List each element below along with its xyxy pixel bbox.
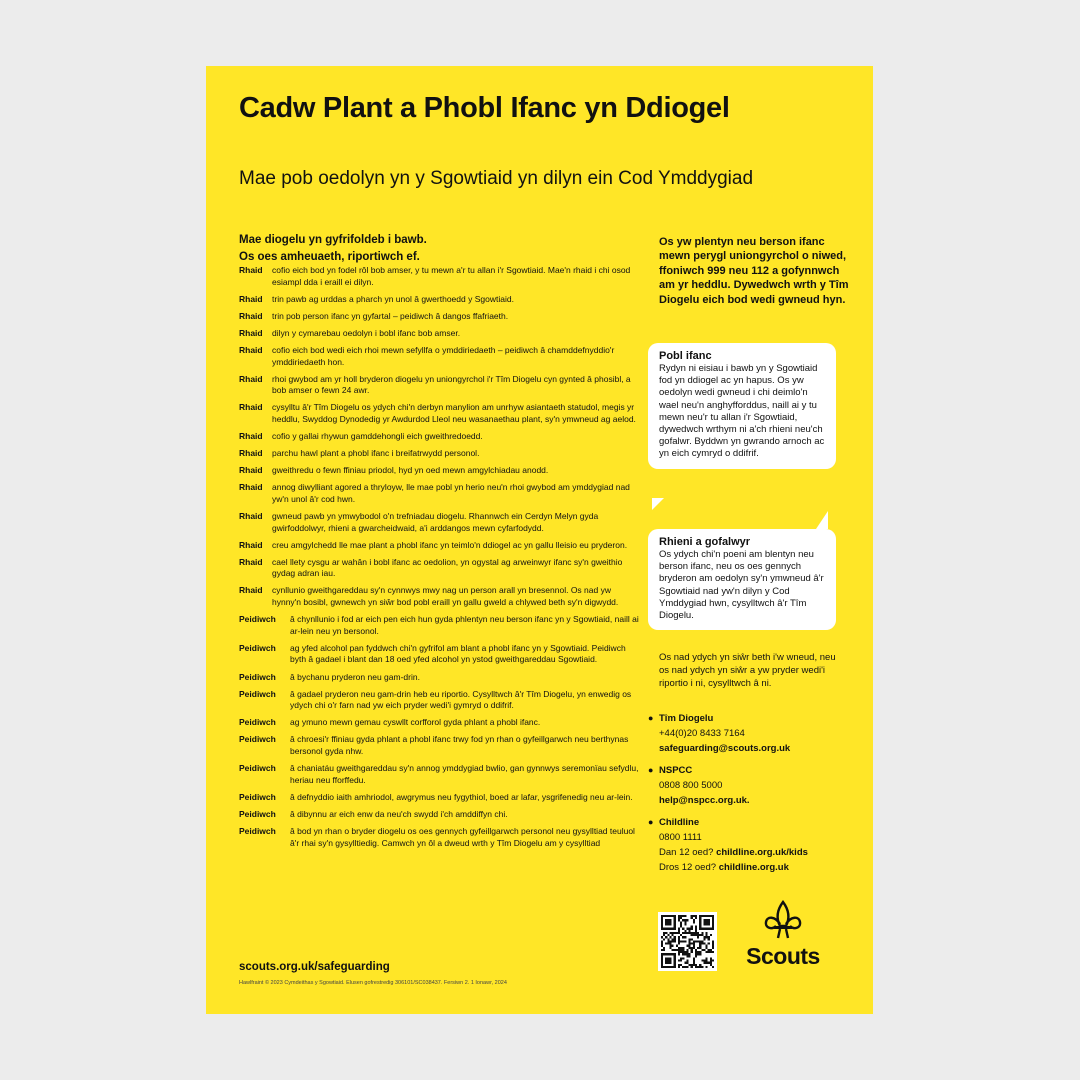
contact-safeguarding-team [648,711,838,756]
rule-keyword: Peidiwch [239,688,276,699]
rule-text: cysylltu â'r Tîm Diogelu os ydych chi'n derbyn manylion am unrhyw asiantaeth statudol, megis yr heddlu, Swyddog Dynodedig yr Awdurdod Lleol neu wasanaethau plant, sy'n ymwneud ag aelod. [272,402,636,424]
contact-phone[interactable]: 0808 800 5000 [659,780,723,791]
conduct-rule [239,482,639,505]
rule-text: cael llety cysgu ar wahân i bobl ifanc ac oedolion, yn ogystal ag arweinwyr ifanc sy'n gweithio gydag adran iau. [272,556,623,579]
lead-line-1: Mae diogelu yn gyfrifoldeb i bawb. [239,234,427,246]
rule-keyword: Peidiwch [239,808,276,819]
conduct-rule [239,826,639,849]
contact-phone[interactable]: 0800 1111 [659,832,702,843]
qr-code-icon[interactable] [658,912,717,971]
rule-keyword: Rhaid [239,402,263,413]
conduct-rule [239,431,639,443]
conduct-rule [239,809,639,821]
conduct-rule [239,614,639,637]
parents-bubble [648,529,836,630]
contact-email[interactable]: safeguarding@scouts.org.uk [659,743,791,754]
speech-tail [652,498,664,510]
conduct-rule [239,763,639,786]
rule-text: cofio eich bod wedi eich rhoi mewn sefyllfa o ymddiriedaeth – peidiwch â chamddefnyddio'r ymddiriedaeth hon. [272,344,615,367]
parents-text: Os ydych chi'n poeni am blentyn neu berson ifanc, neu os oes gennych bryderon am oedolyn sy'n ymwneud â'r Sgowtiaid nad yw'n dilyn y Cod Ymddygiad hwn, cysylltwch â'r Tîm Diogelu. [659,549,824,622]
bullet-icon: ● [648,817,654,827]
conduct-rule [239,540,639,552]
rule-keyword: Peidiwch [239,734,276,745]
over-12-label: Dros 12 oed? [659,862,717,873]
rule-text: rhoi gwybod am yr holl bryderon diogelu yn uniongyrchol i'r Tîm Diogelu cyn gynted â phosibl, a bob amser o fewn 24 awr. [272,373,631,396]
contact-nspcc [648,763,838,808]
young-people-heading: Pobl ifanc [659,350,712,362]
rule-text: trin pawb ag urddas a pharch yn unol â gwerthoedd y Sgowtiaid. [272,293,514,304]
copyright-text: Hawlfraint © 2023 Cymdeithas y Sgowtiaid. Elusen gofrestredig 306101/SC038437. Fersiwn 2. 1 Ionawr, 2024 [239,980,507,986]
conduct-rule [239,448,639,460]
rule-text: â chaniatáu gweithgareddau sy'n annog ymddygiad bwlio, gan gynnwys seremonïau sefydlu, heriau neu fforffedu. [290,763,639,785]
rule-keyword: Rhaid [239,482,263,493]
lead-text [239,232,427,266]
rule-keyword: Rhaid [239,431,263,442]
page-subtitle: Mae pob oedolyn yn y Sgowtiaid yn dilyn ein Cod Ymddygiad [239,168,754,189]
conduct-rule [239,792,639,804]
contacts [648,711,838,882]
rule-text: â chroesi'r ffiniau gyda phlant a phobl ifanc trwy fod yn rhan o gyfeillgarwch neu berthynas bersonol gyda nhw. [290,734,629,756]
rule-keyword: Peidiwch [239,791,276,802]
contact-email[interactable]: help@nspcc.org.uk. [659,795,750,806]
rule-keyword: Peidiwch [239,642,276,653]
emergency-warning: Os yw plentyn neu berson ifanc mewn perygl uniongyrchol o niwed, ffoniwch 999 neu 112 a gofynnwch am yr heddlu. Dywedwch wrth y Tîm Diogelu eich bod wedi gwneud hyn. [659,236,849,306]
rule-keyword: Rhaid [239,539,263,550]
rule-text: annog diwylliant agored a thryloyw, lle mae pobl yn herio neu'n rhoi gwybod am ymddygiad nad yw'n unol â'r cod hwn. [272,482,630,504]
parents-heading: Rhieni a gofalwyr [659,536,751,548]
conduct-rule [239,557,639,580]
young-people-text: Rydyn ni eisiau i bawb yn y Sgowtiaid fod yn ddiogel ac yn hapus. Os yw oedolyn wedi gwneud i chi deimlo'n wael neu'n anghyfforddus, naill ai y tu mewn neu'r tu allan i'r Sgowtiaid, dywedwch wrthym ni a'ch rhieni neu'ch gofalwr. Byddwn yn gwrando arnoch ac yn eich cymryd o ddifrif. [659,363,825,460]
childline-link[interactable]: childline.org.uk [718,862,789,873]
conduct-rule [239,689,639,712]
conduct-rule [239,585,639,608]
rule-keyword: Rhaid [239,448,263,459]
conduct-rule [239,402,639,425]
rule-keyword: Rhaid [239,327,263,338]
conduct-rule [239,265,639,288]
scouts-logo-text: Scouts [746,943,820,969]
rule-keyword: Peidiwch [239,671,276,682]
rule-keyword: Peidiwch [239,763,276,774]
rule-keyword: Rhaid [239,310,263,321]
bullet-icon: ● [648,765,654,775]
rule-text: gweithredu o fewn ffiniau priodol, hyd yn oed mewn amgylchiadau anodd. [272,465,549,476]
conduct-rule [239,734,639,757]
childline-kids-link[interactable]: childline.org.uk/kids [716,847,808,858]
contact-name: Childline [659,817,700,828]
rule-keyword: Rhaid [239,373,263,384]
poster [206,66,873,1014]
rule-text: cynllunio gweithgareddau sy'n cynnwys mwy nag un person arall yn bresennol. Os nad yw hynny'n bosibl, gwnewch yn siŵr bod pobl eraill yn gallu gweld a chlywed beth sy'n digwydd. [272,585,619,608]
rule-text: â dibynnu ar eich enw da neu'ch swydd i'ch amddiffyn chi. [290,808,508,819]
conduct-rule [239,311,639,323]
rule-keyword: Rhaid [239,511,263,521]
rule-text: â defnyddio iaith amhriodol, awgrymus neu fygythiol, boed ar lafar, ysgrifenedig neu ar-lein. [290,791,633,802]
rule-text: gwneud pawb yn ymwybodol o'n trefniadau diogelu. Rhannwch ein Cerdyn Melyn gyda gwirfoddolwyr, rhieni a gwarcheidwaid, a'i arddangos mewn cyfarfodydd. [272,511,599,533]
rule-text: â bychanu pryderon neu gam-drin. [290,671,420,682]
contact-name: Tîm Diogelu [659,713,714,724]
rule-text: ag yfed alcohol pan fyddwch chi'n gyfrifol am blant a phobl ifanc yn y Sgowtiaid. Peidiwch byth â gadael i blant dan 18 oed yfed alcohol yn ystod gweithgareddau Sgowtiaid. [290,642,626,665]
rule-keyword: Rhaid [239,344,263,355]
rule-text: creu amgylchedd lle mae plant a phobl ifanc yn teimlo'n ddiogel ac yn gallu lleisio eu pryderon. [272,539,628,550]
rule-text: parchu hawl plant a phobl ifanc i breifatrwydd personol. [272,448,480,459]
lead-line-2: Os oes amheuaeth, riportiwch ef. [239,251,420,263]
conduct-rule [239,374,639,397]
rule-keyword: Rhaid [239,465,263,476]
code-of-conduct-list [239,265,639,855]
rule-keyword: Rhaid [239,265,263,275]
rule-keyword: Rhaid [239,293,263,304]
rule-keyword: Rhaid [239,556,263,567]
speech-tail [816,511,828,529]
rule-keyword: Peidiwch [239,825,276,836]
bullet-icon: ● [648,713,654,723]
conduct-rule [239,345,639,368]
contact-note: Os nad ydych yn siŵr beth i'w wneud, neu os nad ydych yn siŵr a yw pryder wedi'i riportio i ni, cysylltwch â ni. [659,652,836,689]
rule-text: trin pob person ifanc yn gyfartal – peidiwch â dangos ffafriaeth. [272,310,509,321]
page-title: Cadw Plant a Phobl Ifanc yn Ddiogel [239,92,730,124]
conduct-rule [239,672,639,684]
rule-text: dilyn y cymarebau oedolyn i bobl ifanc bob amser. [272,327,461,338]
scouts-logo [733,900,833,970]
rule-keyword: Peidiwch [239,717,276,728]
contact-phone[interactable]: +44(0)20 8433 7164 [659,728,745,739]
rule-text: â bod yn rhan o bryder diogelu os oes gennych gyfeillgarwch personol neu gysylltiad teuluol â'r rhai sy'n gysylltiedig. Camwch yn ôl a dweud wrth y Tîm Diogelu am y cysylltiad [290,825,635,848]
contact-name: NSPCC [659,765,693,776]
young-people-bubble [648,343,836,469]
fleur-de-lis-icon [763,900,803,942]
conduct-rule [239,511,639,534]
rule-text: â chynllunio i fod ar eich pen eich hun gyda phlentyn neu berson ifanc yn y Sgowtiaid, naill ai ar-lein neu yn bersonol. [290,614,639,636]
conduct-rule [239,717,639,729]
conduct-rule [239,328,639,340]
rule-keyword: Peidiwch [239,614,276,625]
conduct-rule [239,465,639,477]
under-12-label: Dan 12 oed? [659,847,714,858]
conduct-rule [239,643,639,666]
rule-text: cofio eich bod yn fodel rôl bob amser, y tu mewn a'r tu allan i'r Sgowtiaid. Mae'n rhaid i chi osod esiampl dda i eraill ei dilyn. [272,265,631,287]
rule-text: â gadael pryderon neu gam-drin heb eu riportio. Cysylltwch â'r Tîm Diogelu, yn enwedig os ydych chi o'r farn nad yw eich pryder wedi'i gymryd o ddifrif. [290,688,632,711]
rule-keyword: Rhaid [239,585,263,596]
conduct-rule [239,294,639,306]
contact-childline [648,815,838,875]
rule-text: ag ymuno mewn gemau cyswllt corfforol gyda phlant a phobl ifanc. [290,717,541,728]
safeguarding-link[interactable]: scouts.org.uk/safeguarding [239,961,390,973]
rule-text: cofio y gallai rhywun gamddehongli eich gweithredoedd. [272,431,483,442]
